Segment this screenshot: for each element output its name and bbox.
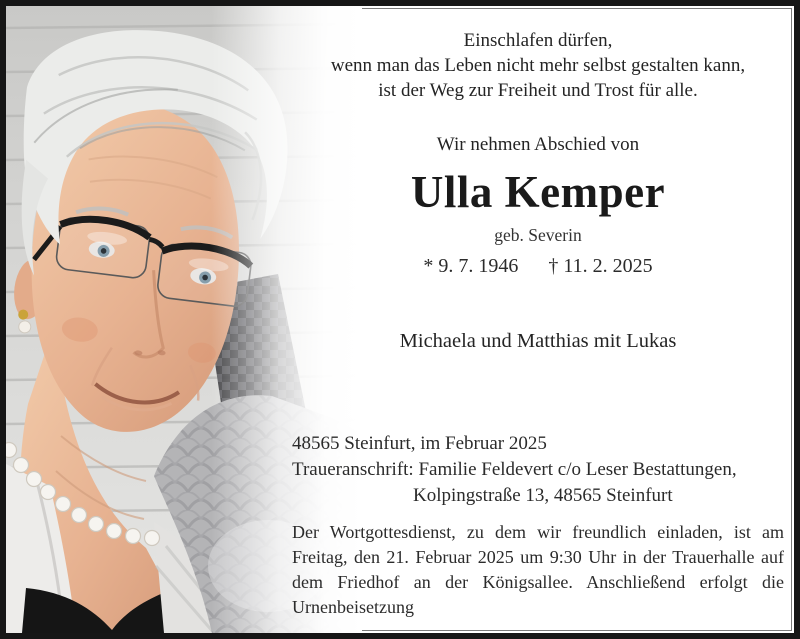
service-info [292, 520, 784, 620]
condolence-address-line-2: Kolpingstraße 13, 48565 Steinfurt [413, 485, 673, 506]
mourners-line: Michaela und Matthias mit Lukas [399, 330, 677, 352]
place-date: 48565 Steinfurt, im Februar 2025 [292, 433, 547, 454]
notice-text-column [292, 6, 784, 633]
epigraph-line: wenn man das Leben nicht mehr selbst gestalten kann, [330, 55, 746, 76]
condolence-address-line-1: Traueranschrift: Familie Feldevert c/o Leser Bestattungen, [292, 459, 737, 480]
farewell-intro: Wir nehmen Abschied von [436, 134, 640, 155]
service-line: Freitag, den 21. Februar 2025 um 9:30 Uhr in der Trauerhalle auf [292, 547, 784, 567]
service-line: dem Friedhof an der Königsallee. Anschließend erfolgt die [292, 572, 784, 592]
deceased-name: Ulla Kemper [410, 167, 666, 217]
service-line: Der Wortgottesdienst, zu dem wir freundlich einladen, ist am [292, 522, 784, 542]
epigraph-line: ist der Weg zur Freiheit und Trost für alle. [378, 80, 698, 101]
service-line: Urnenbeisetzung [292, 597, 414, 617]
epigraph [292, 28, 784, 103]
death-date: † 11. 2. 2025 [548, 255, 653, 277]
birth-date: * 9. 7. 1946 [423, 255, 519, 277]
epigraph-line: Einschlafen dürfen, [463, 30, 613, 51]
maiden-name: geb. Severin [494, 225, 582, 245]
life-dates [292, 255, 784, 278]
